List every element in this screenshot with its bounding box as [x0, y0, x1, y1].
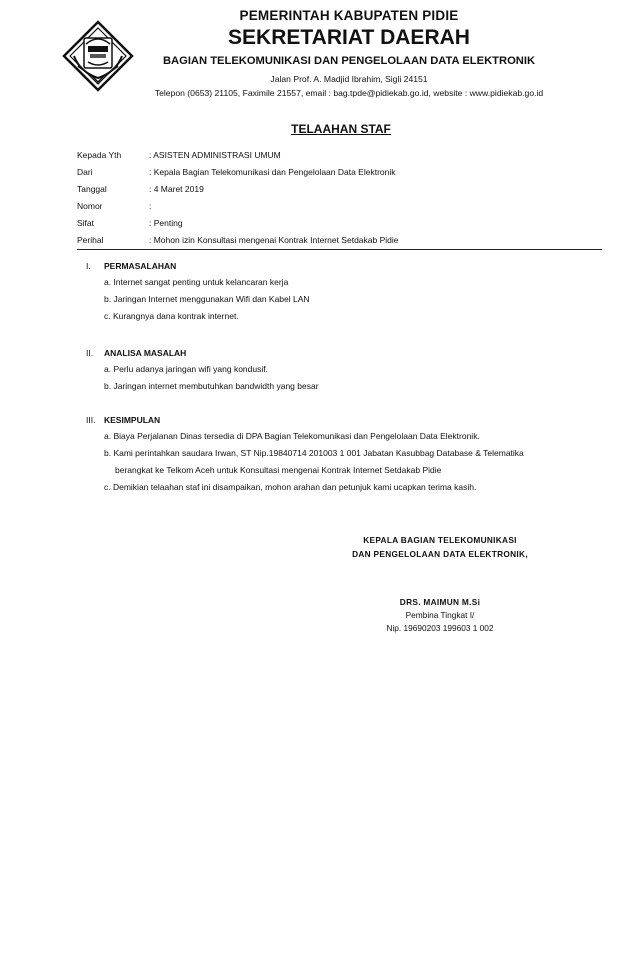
signatory-rank: Pembina Tingkat I/ — [405, 610, 475, 620]
field-label: Sifat — [77, 217, 95, 228]
field-label: Kepada Yth — [77, 149, 122, 160]
signature-position-line2: DAN PENGELOLAAN DATA ELEKTRONIK, — [352, 549, 528, 559]
field-label: Tanggal — [77, 183, 107, 194]
field-kepada — [77, 146, 602, 163]
field-tanggal — [77, 180, 602, 197]
letterhead-contact: Telepon (0653) 21105, Faximile 21557, email : bag.tpde@pidiekab.go.id, website : www.pidiekab.go.id — [154, 88, 544, 98]
list-item: b. Jaringan internet membutuhkan bandwidth yang besar — [104, 381, 319, 391]
section-analisa-masalah — [86, 345, 606, 395]
section-permasalahan — [86, 258, 606, 325]
list-item: a. Perlu adanya jaringan wifi yang kondusif. — [104, 364, 268, 374]
header-fields — [77, 146, 602, 248]
list-item: b. Kami perintahkan saudara Irwan, ST Nip.19840714 201003 1 001 Jabatan Kasubbag Database & Telematika — [104, 448, 524, 458]
field-value: : — [149, 200, 152, 211]
signatory-name: DRS. MAIMUN M.Si — [399, 597, 481, 607]
field-perihal — [77, 231, 602, 248]
section-heading — [86, 412, 606, 428]
list-item: c. Demikian telaahan staf ini disampaikan, mohon arahan dan petunjuk kami ucapkan terima kasih. — [104, 482, 477, 492]
section-title: ANALISA MASALAH — [104, 348, 187, 358]
field-label: Perihal — [77, 234, 104, 245]
field-nomor — [77, 197, 602, 214]
letterhead-department: BAGIAN TELEKOMUNIKASI DAN PENGELOLAAN DATA ELEKTRONIK — [162, 55, 536, 67]
section-number: III. — [86, 415, 96, 425]
signatory-nip: Nip. 19690203 199603 1 002 — [386, 623, 494, 633]
field-label: Dari — [77, 166, 93, 177]
list-item: c. Kurangnya dana kontrak internet. — [104, 311, 239, 321]
field-value: : Penting — [149, 217, 183, 228]
field-value: : Mohon izin Konsultasi mengenai Kontrak Internet Setdakab Pidie — [149, 234, 399, 245]
section-number: II. — [86, 348, 94, 358]
list-item: a. Internet sangat penting untuk kelancaran kerja — [104, 277, 289, 287]
field-label: Nomor — [77, 200, 103, 211]
section-kesimpulan — [86, 412, 606, 496]
field-value: : 4 Maret 2019 — [149, 183, 204, 194]
field-value: : ASISTEN ADMINISTRASI UMUM — [149, 149, 281, 160]
letterhead-government: PEMERINTAH KABUPATEN PIDIE — [239, 8, 459, 23]
section-heading — [86, 345, 606, 361]
field-sifat — [77, 214, 602, 231]
list-item: b. Jaringan Internet menggunakan Wifi dan Kabel LAN — [104, 294, 310, 304]
letterhead-address: Jalan Prof. A. Madjid Ibrahim, Sigli 24151 — [270, 74, 428, 84]
list-item: a. Biaya Perjalanan Dinas tersedia di DPA Bagian Telekomunikasi dan Pengelolaan Data Elektronik. — [104, 431, 480, 441]
document-title: TELAAHAN STAF — [291, 122, 391, 136]
signature-position-line1: KEPALA BAGIAN TELEKOMUNIKASI — [363, 535, 517, 545]
letterhead-secretariat: SEKRETARIAT DAERAH — [228, 26, 470, 49]
field-value: : Kepala Bagian Telekomunikasi dan Pengelolaan Data Elektronik — [149, 166, 396, 177]
section-title: PERMASALAHAN — [104, 261, 177, 271]
section-heading — [86, 258, 606, 274]
field-dari — [77, 163, 602, 180]
header-divider — [77, 249, 602, 250]
section-title: KESIMPULAN — [104, 415, 161, 425]
list-item-continuation: berangkat ke Telkom Aceh untuk Konsultasi mengenai Kontrak Internet Setdakab Pidie — [115, 465, 442, 475]
section-number: I. — [86, 261, 91, 271]
